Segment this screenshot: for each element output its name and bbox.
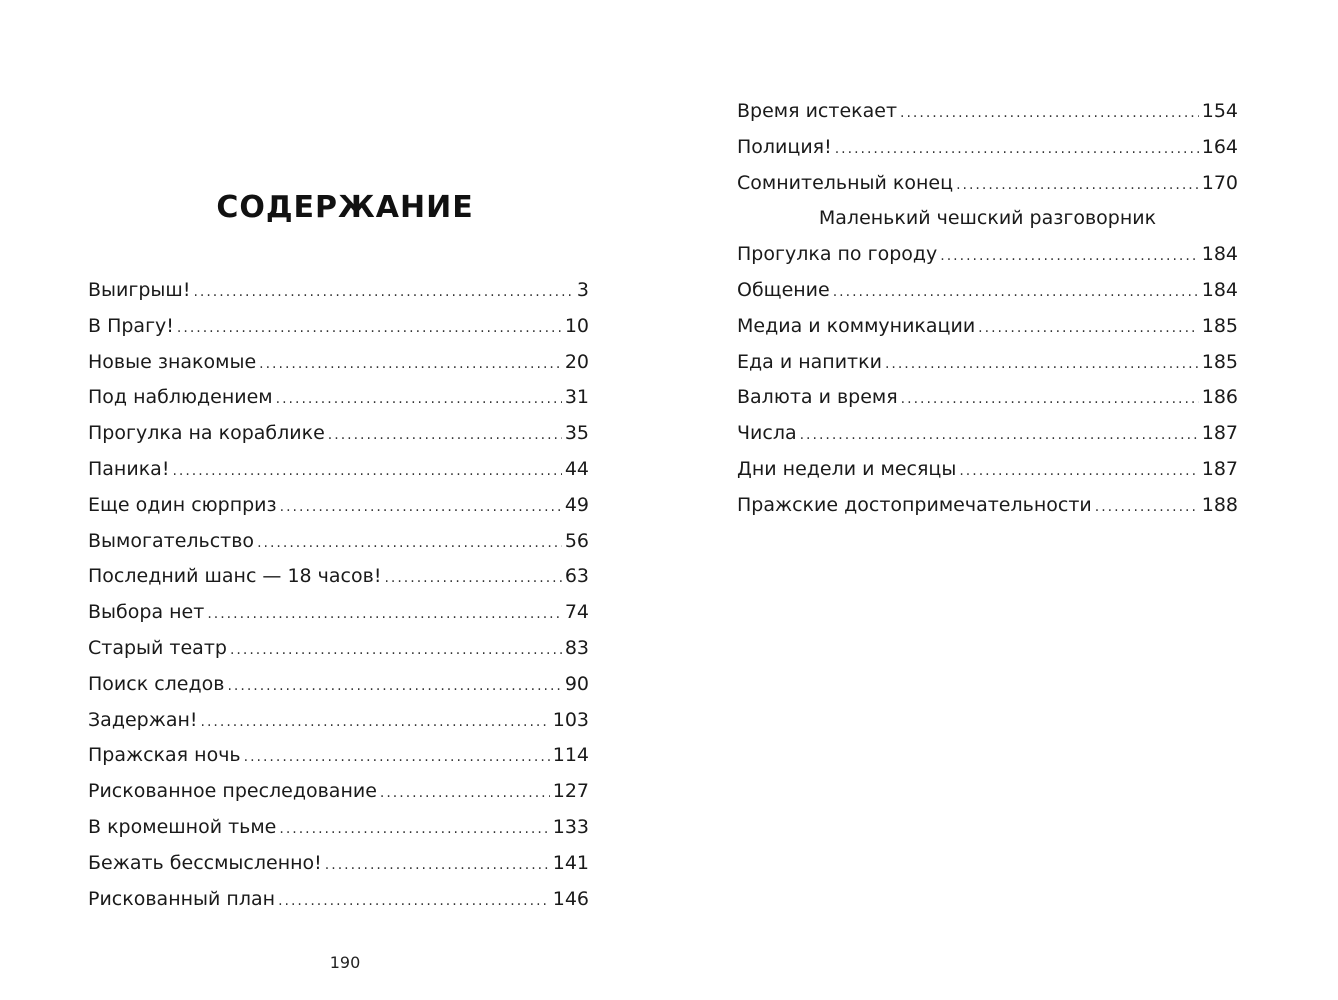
toc-entry	[88, 882, 589, 918]
dot-leader	[259, 347, 562, 383]
dot-leader	[193, 275, 573, 311]
toc-entry-label: Пражские достопримечательности	[737, 493, 1092, 516]
toc-entry-page: 127	[552, 780, 589, 803]
section-heading: Маленький чешский разговорник	[818, 207, 1157, 230]
toc-entry-label: Выигрыш!	[88, 279, 191, 301]
dot-leader	[280, 490, 562, 526]
dot-leader	[276, 382, 562, 418]
toc-entry	[88, 846, 589, 882]
dot-leader	[800, 418, 1199, 454]
toc-entry	[737, 488, 1238, 524]
toc-entry-label: Еда и напитки	[737, 350, 882, 373]
toc-entry	[737, 166, 1238, 202]
toc-entry-page: 186	[1201, 386, 1238, 409]
toc-entry-label: Время истекает	[737, 100, 898, 122]
toc-entry-page: 185	[1201, 350, 1238, 373]
dot-leader	[172, 454, 561, 490]
toc-entry-page: 31	[564, 386, 589, 409]
toc-entry-page: 49	[564, 493, 589, 516]
dot-leader	[177, 311, 562, 347]
toc-entry	[88, 559, 589, 595]
right-page	[669, 0, 1338, 1000]
toc-entry-page: 170	[1201, 171, 1238, 194]
toc-entry	[88, 345, 589, 381]
toc-entry-page: 20	[564, 350, 589, 373]
dot-leader	[940, 239, 1198, 275]
toc-entry-page: 187	[1201, 422, 1238, 445]
dot-leader	[227, 669, 561, 705]
page-title: СОДЕРЖАНИЕ	[216, 190, 474, 225]
toc-entry	[88, 738, 589, 774]
dot-leader	[278, 884, 550, 920]
toc-entry-label: Поиск следов	[88, 672, 225, 695]
toc-list-right	[737, 94, 1238, 524]
toc-entry	[737, 345, 1238, 381]
toc-entry-page: 44	[564, 457, 589, 480]
dot-leader	[956, 168, 1199, 204]
toc-entry	[88, 774, 589, 810]
toc-entry-page: 74	[564, 601, 589, 624]
toc-entry-page: 188	[1201, 493, 1238, 516]
toc-entry-page: 184	[1201, 243, 1238, 266]
toc-entry	[88, 452, 589, 488]
toc-entry-label: Рискованное преследование	[88, 780, 377, 803]
dot-leader	[384, 561, 561, 597]
page-number: 190	[329, 953, 361, 972]
toc-entry-page: 184	[1201, 278, 1238, 301]
toc-entry	[737, 380, 1238, 416]
toc-entry-page: 114	[552, 744, 589, 767]
toc-entry-label: Задержан!	[88, 708, 198, 731]
dot-leader	[279, 812, 549, 848]
dot-leader	[244, 740, 550, 776]
dot-leader	[328, 418, 562, 454]
dot-leader	[257, 526, 562, 562]
dot-leader	[201, 705, 550, 741]
toc-entry-label: В кромешной тьме	[88, 815, 277, 838]
toc-entry-label: В Прагу!	[88, 314, 174, 337]
toc-entry-page: 56	[564, 529, 589, 552]
toc-entry-label: Под наблюдением	[88, 386, 273, 409]
toc-entry-page: 146	[552, 887, 589, 910]
toc-entry-label: Прогулка на кораблике	[88, 422, 325, 445]
toc-entry	[737, 309, 1238, 345]
toc-entry-page: 133	[552, 815, 589, 838]
toc-entry-label: Рискованный план	[88, 887, 276, 910]
toc-entry	[88, 631, 589, 667]
toc-entry	[737, 452, 1238, 488]
toc-entry	[737, 237, 1238, 273]
toc-entry-page: 35	[564, 422, 589, 445]
dot-leader	[230, 633, 562, 669]
toc-entry-label: Пражская ночь	[88, 744, 241, 767]
toc-entry	[737, 130, 1238, 166]
toc-entry	[737, 273, 1238, 309]
toc-entry-label: Выбора нет	[88, 601, 205, 624]
toc-entry-label: Полиция!	[737, 135, 832, 158]
dot-leader	[380, 776, 550, 812]
toc-entry	[88, 524, 589, 560]
dot-leader	[885, 347, 1199, 383]
toc-entry-label: Дни недели и месяцы	[737, 457, 957, 480]
toc-entry	[737, 416, 1238, 452]
dot-leader	[959, 454, 1198, 490]
dot-leader	[835, 132, 1199, 168]
toc-entry-label: Сомнительный конец	[737, 171, 954, 194]
toc-entry	[88, 273, 589, 309]
toc-entry-page: 185	[1201, 314, 1238, 337]
toc-entry-label: Общение	[737, 278, 830, 301]
toc-entry-label: Бежать бессмысленно!	[88, 851, 322, 874]
toc-entry	[88, 667, 589, 703]
dot-leader	[833, 275, 1199, 311]
toc-entry-label: Числа	[737, 422, 797, 445]
toc-entry-label: Медиа и коммуникации	[737, 314, 976, 337]
toc-entry-label: Вымогательство	[88, 529, 255, 552]
toc-entry-page: 83	[564, 636, 589, 659]
toc-entry-label: Валюта и время	[737, 386, 898, 409]
toc-entry-page: 3	[576, 279, 589, 301]
toc-entry	[88, 703, 589, 739]
dot-leader	[978, 311, 1199, 347]
dot-leader	[901, 382, 1199, 418]
toc-entry	[88, 595, 589, 631]
toc-entry	[737, 94, 1238, 130]
toc-entry-label: Новые знакомые	[88, 350, 257, 373]
toc-entry-label: Старый театр	[88, 636, 227, 659]
toc-entry-page: 63	[564, 565, 589, 588]
toc-entry	[88, 380, 589, 416]
toc-entry-page: 187	[1201, 457, 1238, 480]
toc-entry-page: 164	[1201, 135, 1238, 158]
toc-entry-page: 154	[1201, 100, 1238, 122]
toc-entry-label: Последний шанс — 18 часов!	[88, 565, 382, 588]
toc-entry	[88, 309, 589, 345]
dot-leader	[1095, 490, 1199, 526]
dot-leader	[900, 96, 1199, 132]
toc-entry-page: 10	[564, 314, 589, 337]
toc-entry-page: 103	[552, 708, 589, 731]
toc-entry-page: 141	[552, 851, 589, 874]
toc-entry	[88, 488, 589, 524]
toc-entry-label: Паника!	[88, 457, 170, 480]
toc-entry-label: Еще один сюрприз	[88, 493, 277, 516]
dot-leader	[325, 848, 550, 884]
toc-entry-page: 90	[564, 672, 589, 695]
toc-list-left	[88, 273, 589, 917]
dot-leader	[207, 597, 562, 633]
toc-entry	[88, 416, 589, 452]
toc-entry-label: Прогулка по городу	[737, 243, 938, 266]
toc-entry	[88, 810, 589, 846]
